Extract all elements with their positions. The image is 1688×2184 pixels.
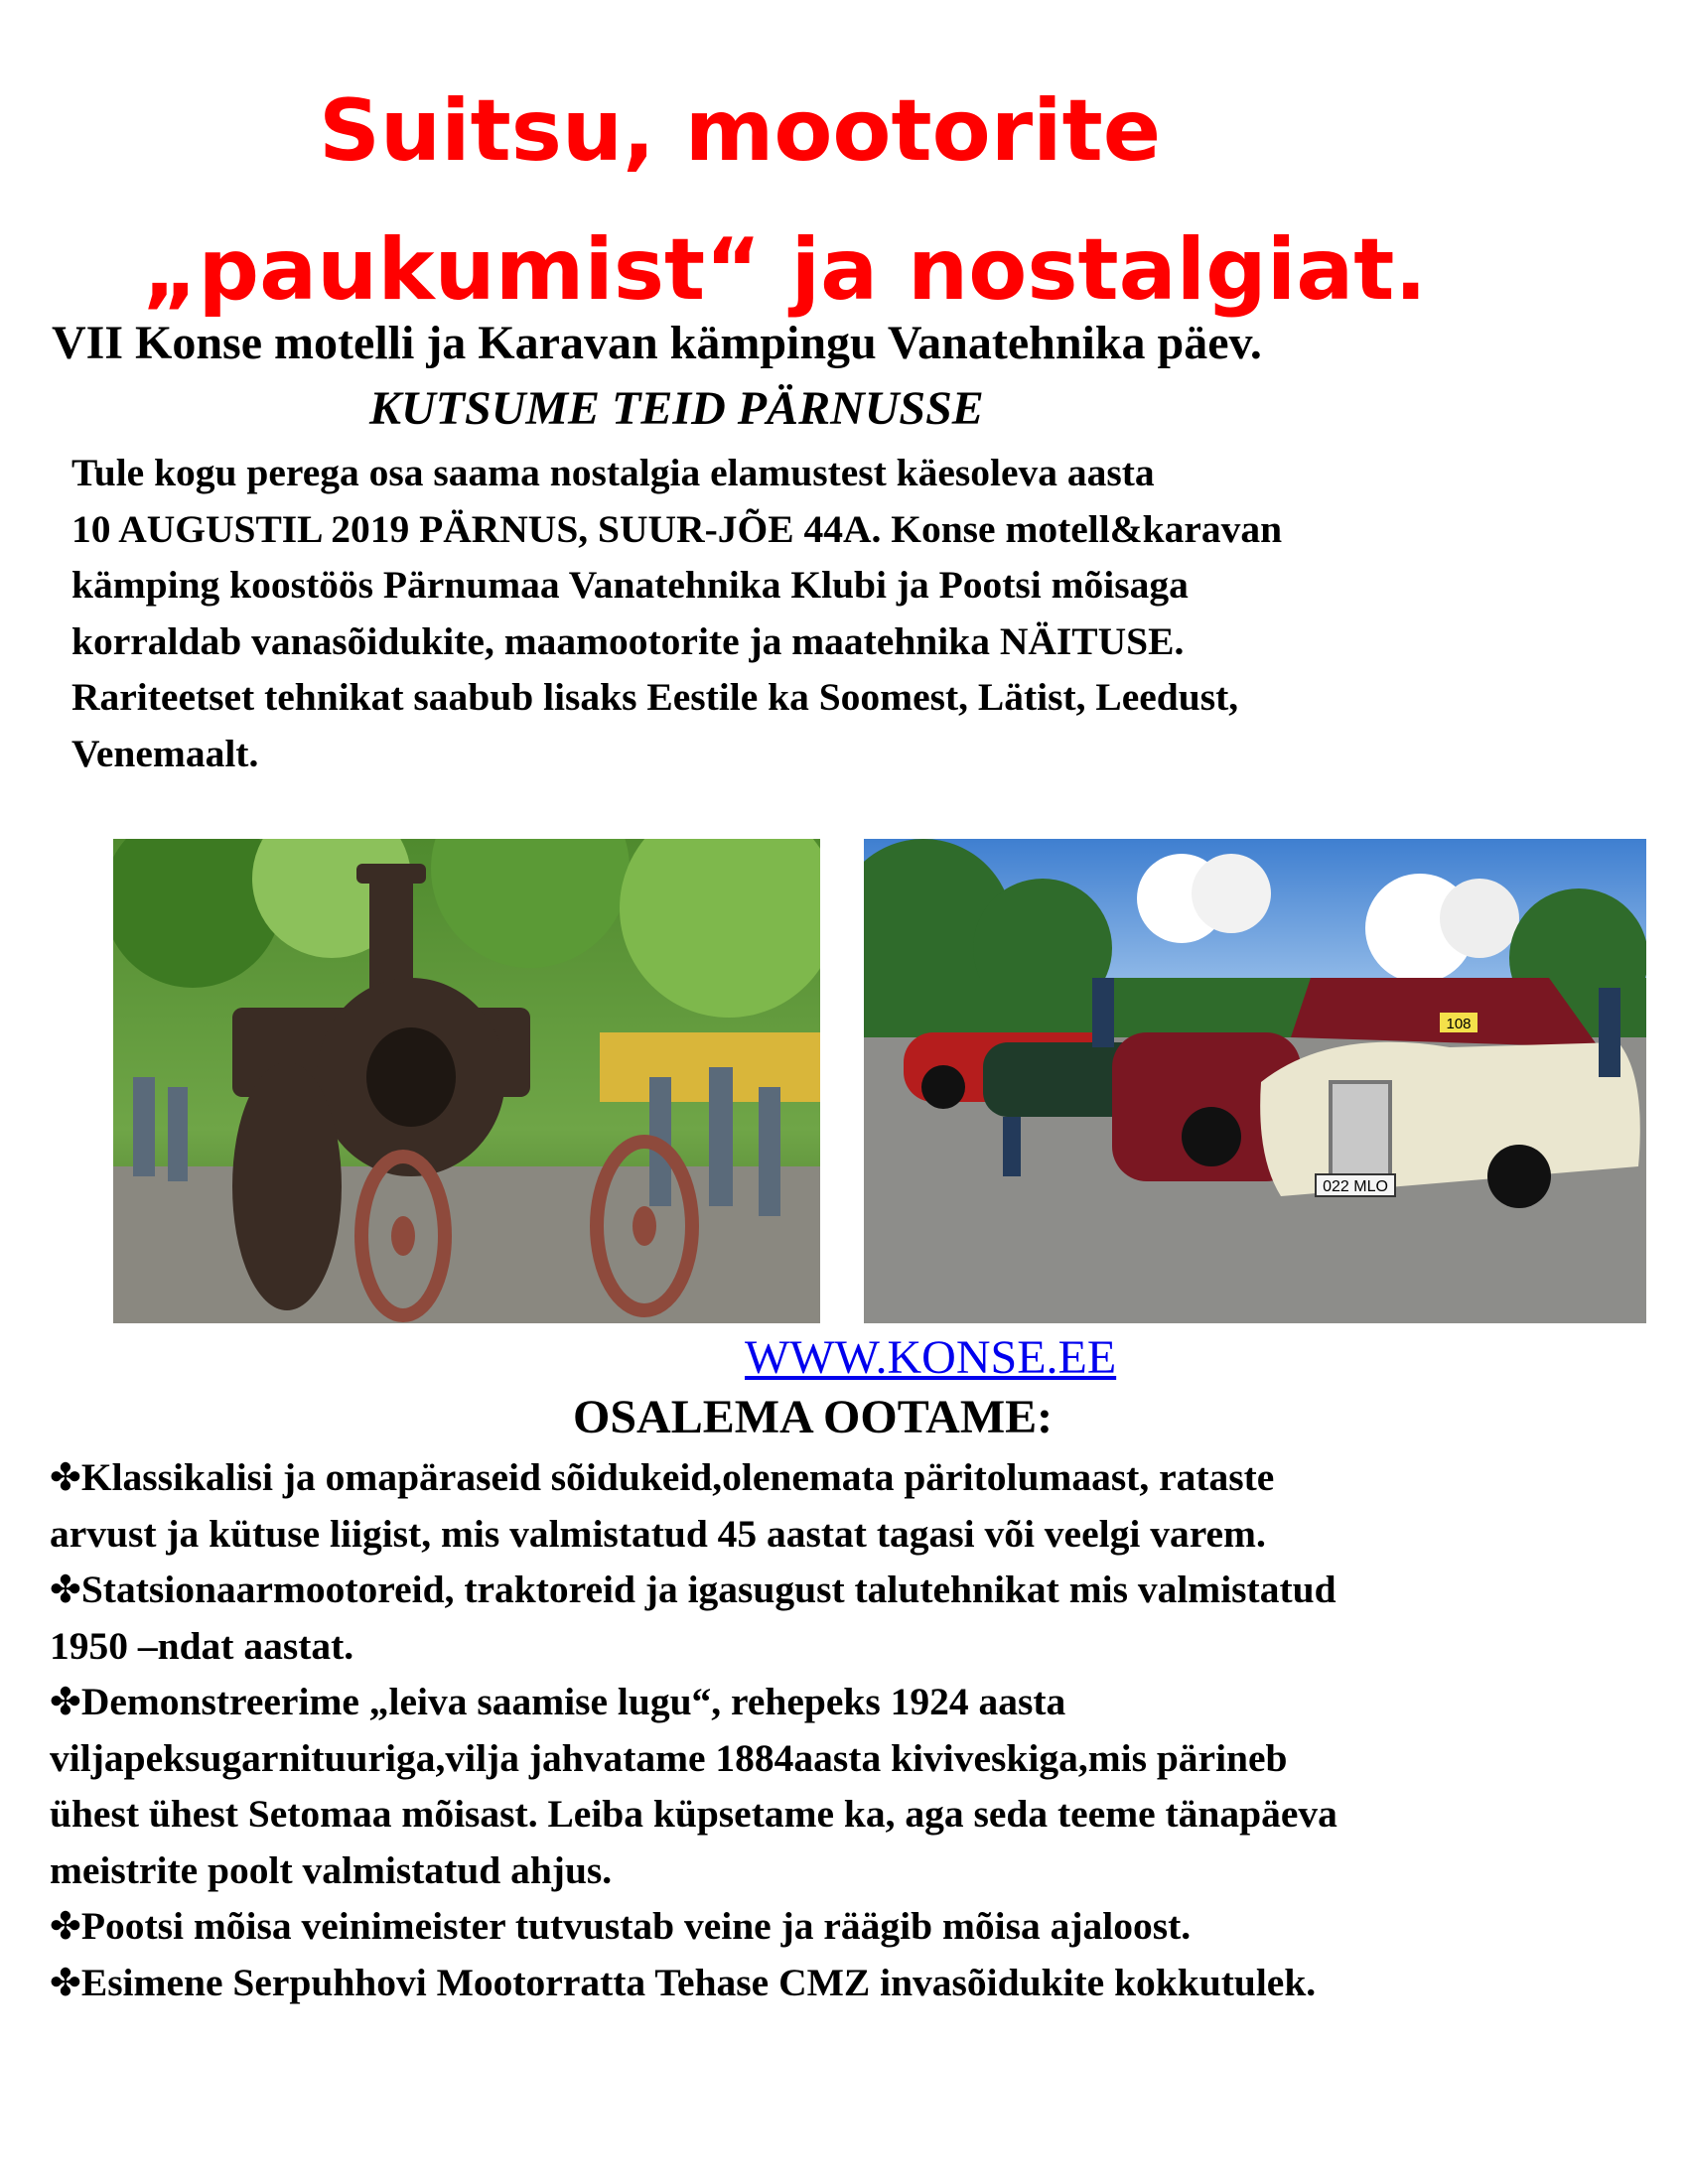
list-item <box>50 1674 1337 1898</box>
intro-line: Venemaalt. <box>71 731 259 775</box>
list-item-text: Demonstreerime „leiva saamise lugu“, rehepeks 1924 aasta <box>80 1680 1066 1723</box>
intro-line: 10 AUGUSTIL 2019 PÄRNUS, SUUR-JÕE 44A. Konse motell&karavan <box>71 506 1283 551</box>
clover-bullet-icon: ✤ <box>50 1904 81 1948</box>
intro-line: korraldab vanasõidukite, maamootorite ja maatehnika NÄITUSE. <box>71 618 1185 663</box>
intro-line: Rariteetset tehnikat saabub lisaks Eestile ka Soomest, Lätist, Leedust, <box>71 675 1239 719</box>
list-item-text: meistrite poolt valmistatud ahjus. <box>50 1847 613 1892</box>
intro-line: Tule kogu perega osa saama nostalgia elamustest käesoleva aasta <box>71 451 1155 494</box>
list-item-text: Statsionaarmootoreid, traktoreid ja igasugust talutehnikat mis valmistatud <box>80 1568 1336 1611</box>
website-link[interactable]: WWW.KONSE.EE <box>745 1331 1117 1384</box>
list-item <box>50 1955 1337 2011</box>
list-item-text: arvust ja kütuse liigist, mis valmistatud 45 aastat tagasi või veelgi varem. <box>50 1511 1266 1556</box>
list-item <box>50 1898 1337 1955</box>
event-subtitle: VII Konse motelli ja Karavan kämpingu Vanatehnika päev. <box>52 317 1262 369</box>
list-item-text: Esimene Serpuhhovi Mootorratta Tehase CMZ invasõidukite kokkutulek. <box>80 1960 1317 2004</box>
list-item-text: viljapeksugarnituuriga,vilja jahvatame 1884aasta kiviveskiga,mis pärineb <box>50 1735 1288 1780</box>
list-item-text: 1950 –ndat aastat. <box>50 1623 354 1668</box>
clover-bullet-icon: ✤ <box>50 1568 81 1611</box>
participants-heading: OSALEMA OOTAME: <box>573 1391 1054 1443</box>
clover-bullet-icon: ✤ <box>50 1455 81 1499</box>
list-item <box>50 1449 1337 1562</box>
clover-bullet-icon: ✤ <box>50 1680 81 1723</box>
car-number-badge: 108 <box>1446 1016 1472 1032</box>
invitation-heading: KUTSUME TEID PÄRNUSSE <box>369 382 984 435</box>
intro-paragraph <box>71 445 1282 781</box>
steam-traction-engine-photo <box>113 839 820 1323</box>
poster-title-line-1: Suitsu, mootorite <box>318 81 1162 181</box>
clover-bullet-icon: ✤ <box>50 1960 81 2004</box>
list-item <box>50 1562 1337 1674</box>
participants-list <box>50 1449 1337 2010</box>
list-item-text: Klassikalisi ja omapäraseid sõidukeid,olenemata päritolumaast, rataste <box>80 1455 1275 1499</box>
intro-line: kämping koostöös Pärnumaa Vanatehnika Klubi ja Pootsi mõisaga <box>71 563 1189 607</box>
vintage-cars-photo <box>864 839 1646 1323</box>
list-item-text: Pootsi mõisa veinimeister tutvustab veine ja räägib mõisa ajaloost. <box>80 1904 1192 1948</box>
poster-title-line-2: „paukumist“ ja nostalgiat. <box>141 220 1428 320</box>
list-item-text: ühest ühest Setomaa mõisast. Leiba küpsetame ka, aga seda teeme tänapäeva <box>50 1792 1337 1836</box>
license-plate-text: 022 MLO <box>1323 1178 1388 1195</box>
